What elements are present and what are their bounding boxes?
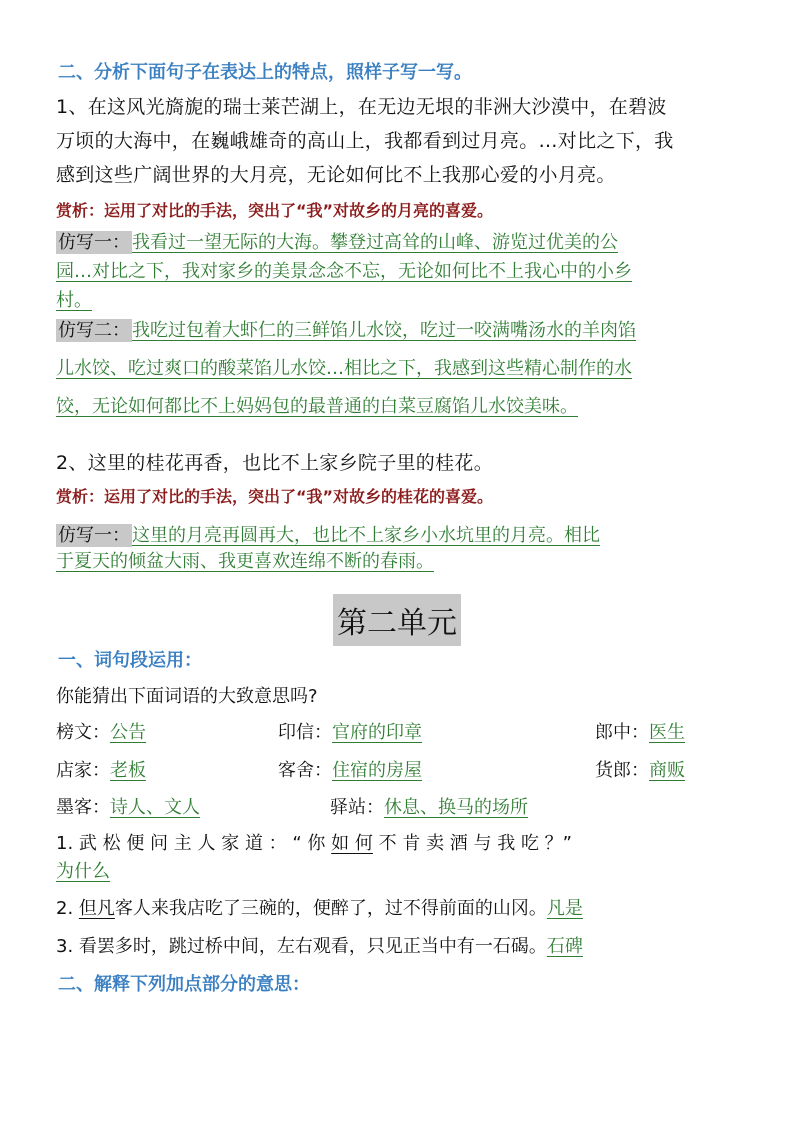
vocab-term: 客舍： [278,760,332,781]
vocab-answer: 休息、换马的场所 [384,797,528,818]
question-text: 2. [56,898,79,919]
marked-word: 但凡 [78,898,115,919]
item1-analysis: 赏析：运用了对比的手法，突出了“我”对故乡的月亮的喜爱。 [56,201,494,220]
imitation-tag: 仿写二： [58,320,130,341]
question-answer: 为什么 [56,861,110,882]
imitation-line: 饺，无论如何都比不上妈妈包的最普通的白菜豆腐馅儿水饺美味。 [56,396,578,417]
question-text: 3. 看罢多时，跳过桥中间，左右观看，只见正当中有一石碣。 [56,936,547,957]
vocab-item [330,793,528,819]
imitation-line: 村。 [56,290,92,311]
item1-line-3: 感到这些广阔世界的大月亮，无论如何比不上我那心爱的小月亮。 [56,164,616,186]
question-answer: 石碑 [546,936,583,957]
question-1 [56,829,572,855]
vocab-term: 墨客： [56,797,110,818]
imitation-block-2 [56,316,736,426]
question-text: 不 肯 卖 酒 与 我 吃 ？” [372,833,573,854]
vocab-answer: 公告 [110,722,146,743]
vocab-answer: 官府的印章 [332,722,422,743]
vocab-item [278,718,452,744]
item2-line: 2、这里的桂花再香，也比不上家乡院子里的桂花。 [56,452,493,474]
imitation-tag: 仿写一： [58,232,130,253]
vocab-term: 店家： [56,760,110,781]
imitation-line: 园…对比之下，我对家乡的美景念念不忘，无论如何比不上我心中的小乡 [56,261,632,282]
vocab-item [56,793,208,819]
imitation-line: 我吃过包着大虾仁的三鲜馅儿水饺，吃过一咬满嘴汤水的羊肉馅 [132,320,636,341]
section-title: 一、词句段运用： [58,650,202,671]
vocab-term: 货郎： [595,760,649,781]
vocab-answer: 住宿的房屋 [332,760,422,781]
vocab-item [595,756,685,782]
vocab-item [56,718,170,744]
imitation-line: 儿水饺、吃过爽口的酸菜馅儿水饺…相比之下，我感到这些精心制作的水 [56,358,632,379]
vocab-answer: 老板 [110,760,146,781]
imitation-block-1 [56,228,736,318]
section-title: 二、解释下列加点部分的意思： [58,974,310,995]
vocab-question: 你能猜出下面词语的大致意思吗? [56,686,318,707]
imitation-line: 于夏天的倾盆大雨、我更喜欢连绵不断的春雨。 [56,551,434,572]
vocab-answer: 诗人、文人 [110,797,200,818]
question-answer: 凡是 [546,898,583,919]
vocab-item [595,718,685,744]
item1-line-2: 万顷的大海中，在巍峨雄奇的高山上，我都看到过月亮。…对比之下，我 [56,130,674,152]
vocab-answer: 医生 [649,722,685,743]
vocab-term: 郎中： [595,722,649,743]
unit-title: 第二单元 [333,594,461,646]
imitation-line: 我看过一望无际的大海。攀登过高耸的山峰、游览过优美的公 [132,232,618,253]
question-text: 客人来我店吃了三碗的，便醉了，过不得前面的山冈。 [114,898,547,919]
vocab-term: 榜文： [56,722,110,743]
item1-line-1: 1、在这风光旖旎的瑞士莱芒湖上，在无边无垠的非洲大沙漠中，在碧波 [56,96,667,118]
imitation-block-3 [56,521,736,581]
item2-analysis: 赏析：运用了对比的手法，突出了“我”对故乡的桂花的喜爱。 [56,487,494,506]
vocab-item [56,756,146,782]
imitation-tag: 仿写一： [58,525,130,546]
marked-word: 如 何 [331,833,373,854]
vocab-answer: 商贩 [649,760,685,781]
vocab-item [278,756,428,782]
imitation-line: 这里的月亮再圆再大，也比不上家乡小水坑里的月亮。相比 [132,525,600,546]
vocab-term: 印信： [278,722,332,743]
vocab-term: 驿站： [330,797,384,818]
section-title: 二、分析下面句子在表达上的特点，照样子写一写。 [58,62,472,83]
question-2 [56,894,583,920]
question-3 [56,932,583,958]
question-text: 1. 武 松 便 问 主 人 家 道 ： “ 你 [56,833,332,854]
